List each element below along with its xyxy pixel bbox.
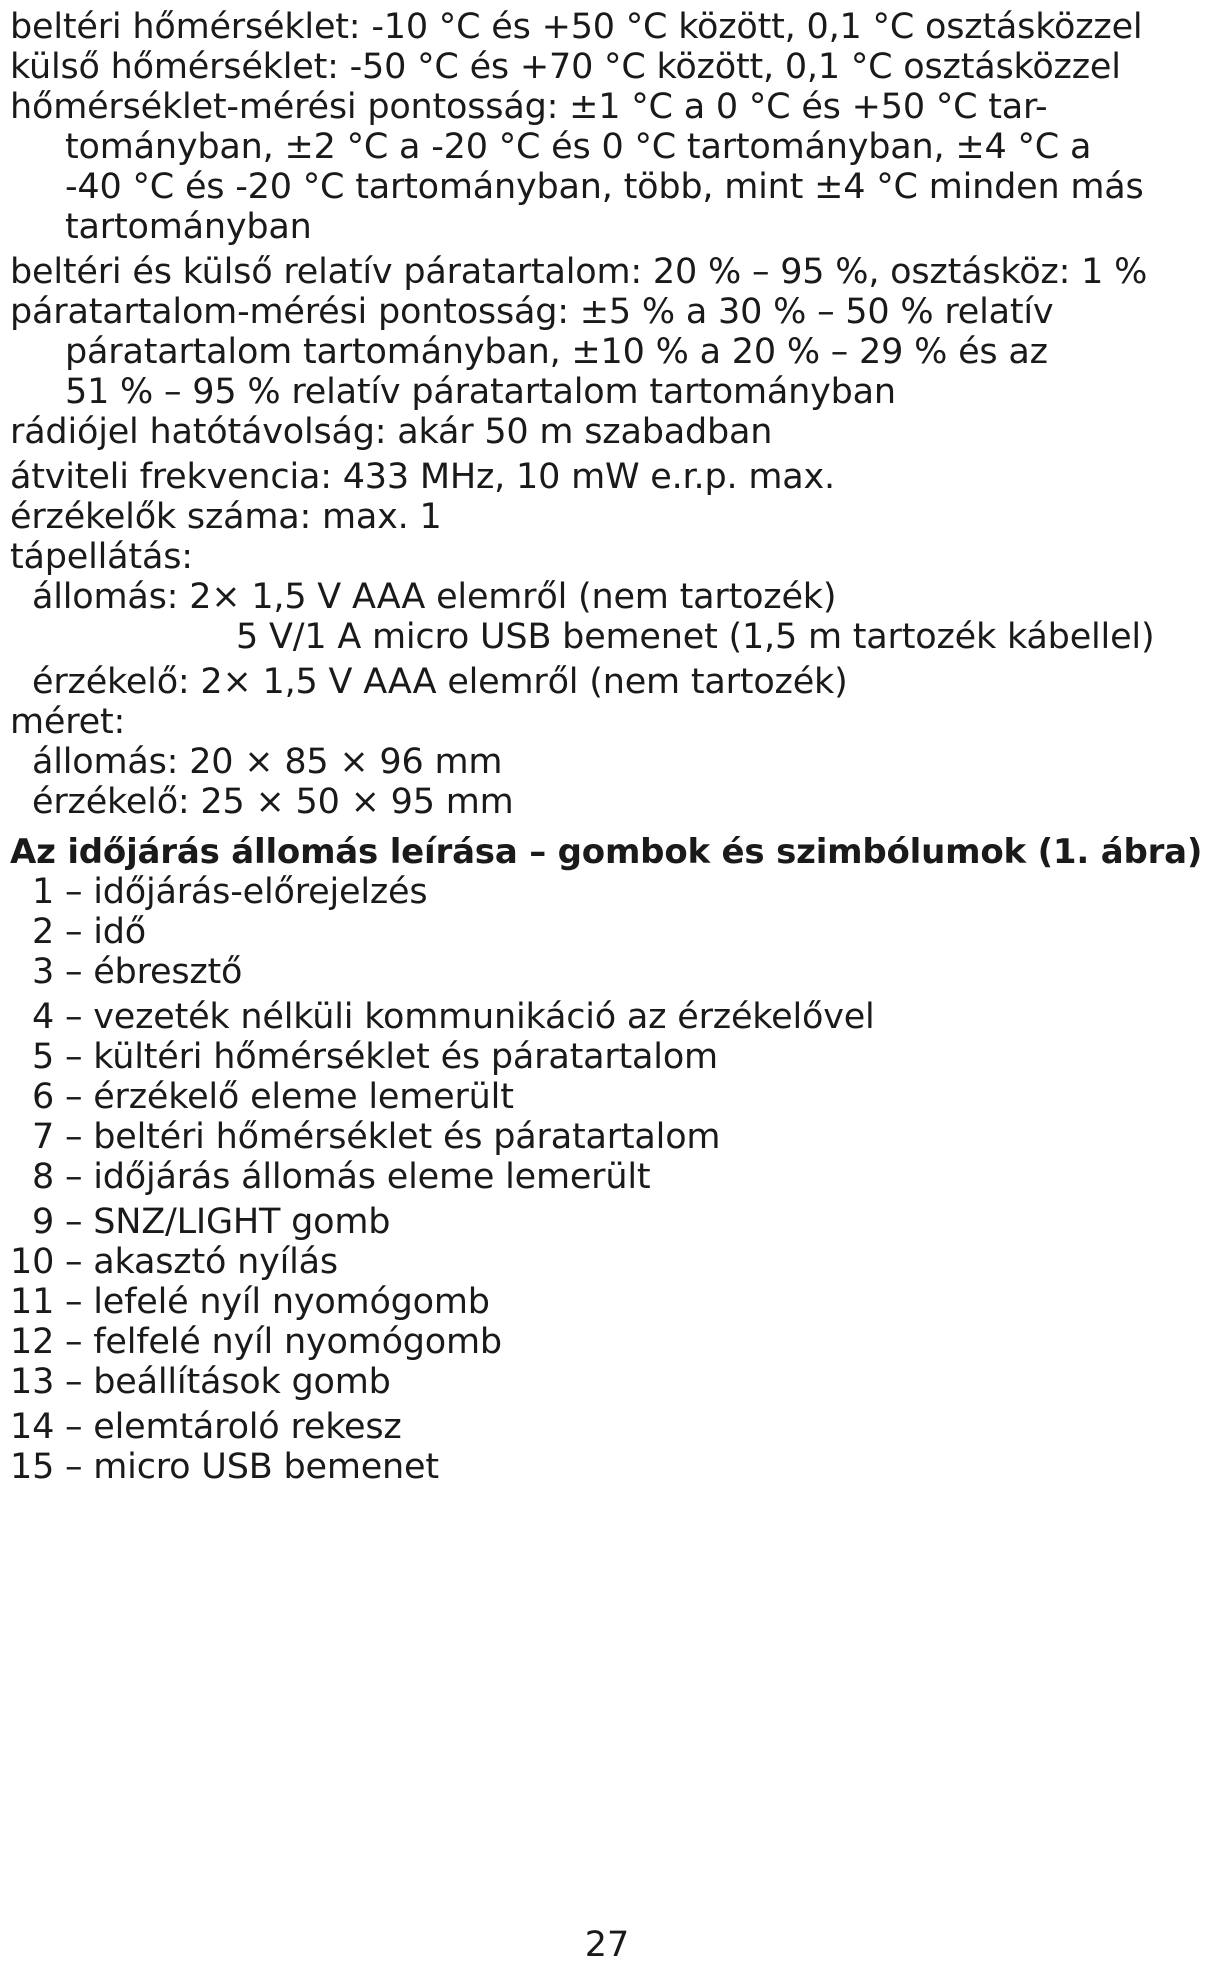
spec-temperature-accuracy-cont-3: tartományban [65,207,312,247]
section-heading: Az időjárás állomás leírása – gombok és szimbólumok (1. ábra) [10,832,1203,872]
legend-item-2: 2 – idő [32,912,146,952]
legend-item-9: 9 – SNZ/LIGHT gomb [32,1202,391,1242]
legend-item-4: 4 – vezeték nélküli kommunikáció az érzékelővel [32,997,875,1037]
legend-item-3: 3 – ébresztő [32,952,243,992]
spec-power-station: állomás: 2× 1,5 V AAA elemről (nem tartozék) [32,577,837,617]
spec-temperature-accuracy-cont-1: tományban, ±2 °C a -20 °C és 0 °C tartományban, ±4 °C a [65,127,1092,167]
spec-power-station-usb: 5 V/1 A micro USB bemenet (1,5 m tartozék kábellel) [236,617,1155,657]
legend-item-11: 11 – lefelé nyíl nyomógomb [10,1282,490,1322]
spec-power-supply-label: tápellátás: [10,537,193,577]
spec-size-station: állomás: 20 × 85 × 96 mm [32,742,503,782]
legend-item-8: 8 – időjárás állomás eleme lemerült [32,1157,651,1197]
spec-size-sensor: érzékelő: 25 × 50 × 95 mm [32,782,514,822]
page-number: 27 [584,1925,630,1965]
legend-item-10: 10 – akasztó nyílás [10,1242,338,1282]
spec-humidity-accuracy: páratartalom-mérési pontosság: ±5 % a 30 % – 50 % relatív [10,292,1054,332]
spec-humidity-range: beltéri és külső relatív páratartalom: 20 % – 95 %, osztásköz: 1 % [10,252,1148,292]
spec-transmission-frequency: átviteli frekvencia: 433 MHz, 10 mW e.r.p. max. [10,457,835,497]
legend-item-15: 15 – micro USB bemenet [10,1447,439,1487]
legend-item-13: 13 – beállítások gomb [10,1362,391,1402]
spec-indoor-temperature: beltéri hőmérséklet: -10 °C és +50 °C között, 0,1 °C osztásközzel [10,7,1143,47]
spec-humidity-accuracy-cont-2: 51 % – 95 % relatív páratartalom tartományban [65,372,896,412]
legend-item-1: 1 – időjárás-előrejelzés [32,872,428,912]
spec-size-label: méret: [10,702,126,742]
legend-item-7: 7 – beltéri hőmérséklet és páratartalom [32,1117,721,1157]
spec-sensor-count: érzékelők száma: max. 1 [10,497,442,537]
spec-radio-range: rádiójel hatótávolság: akár 50 m szabadban [10,412,773,452]
spec-humidity-accuracy-cont-1: páratartalom tartományban, ±10 % a 20 % – 29 % és az [65,332,1048,372]
spec-outdoor-temperature: külső hőmérséklet: -50 °C és +70 °C között, 0,1 °C osztásközzel [10,47,1121,87]
spec-temperature-accuracy-cont-2: -40 °C és -20 °C tartományban, több, mint ±4 °C minden más [65,167,1144,207]
spec-temperature-accuracy: hőmérséklet-mérési pontosság: ±1 °C a 0 °C és +50 °C tar- [10,87,1048,127]
legend-item-12: 12 – felfelé nyíl nyomógomb [10,1322,502,1362]
legend-item-14: 14 – elemtároló rekesz [10,1407,402,1447]
spec-power-sensor: érzékelő: 2× 1,5 V AAA elemről (nem tartozék) [32,662,848,702]
legend-item-5: 5 – kültéri hőmérséklet és páratartalom [32,1037,718,1077]
legend-item-6: 6 – érzékelő eleme lemerült [32,1077,514,1117]
